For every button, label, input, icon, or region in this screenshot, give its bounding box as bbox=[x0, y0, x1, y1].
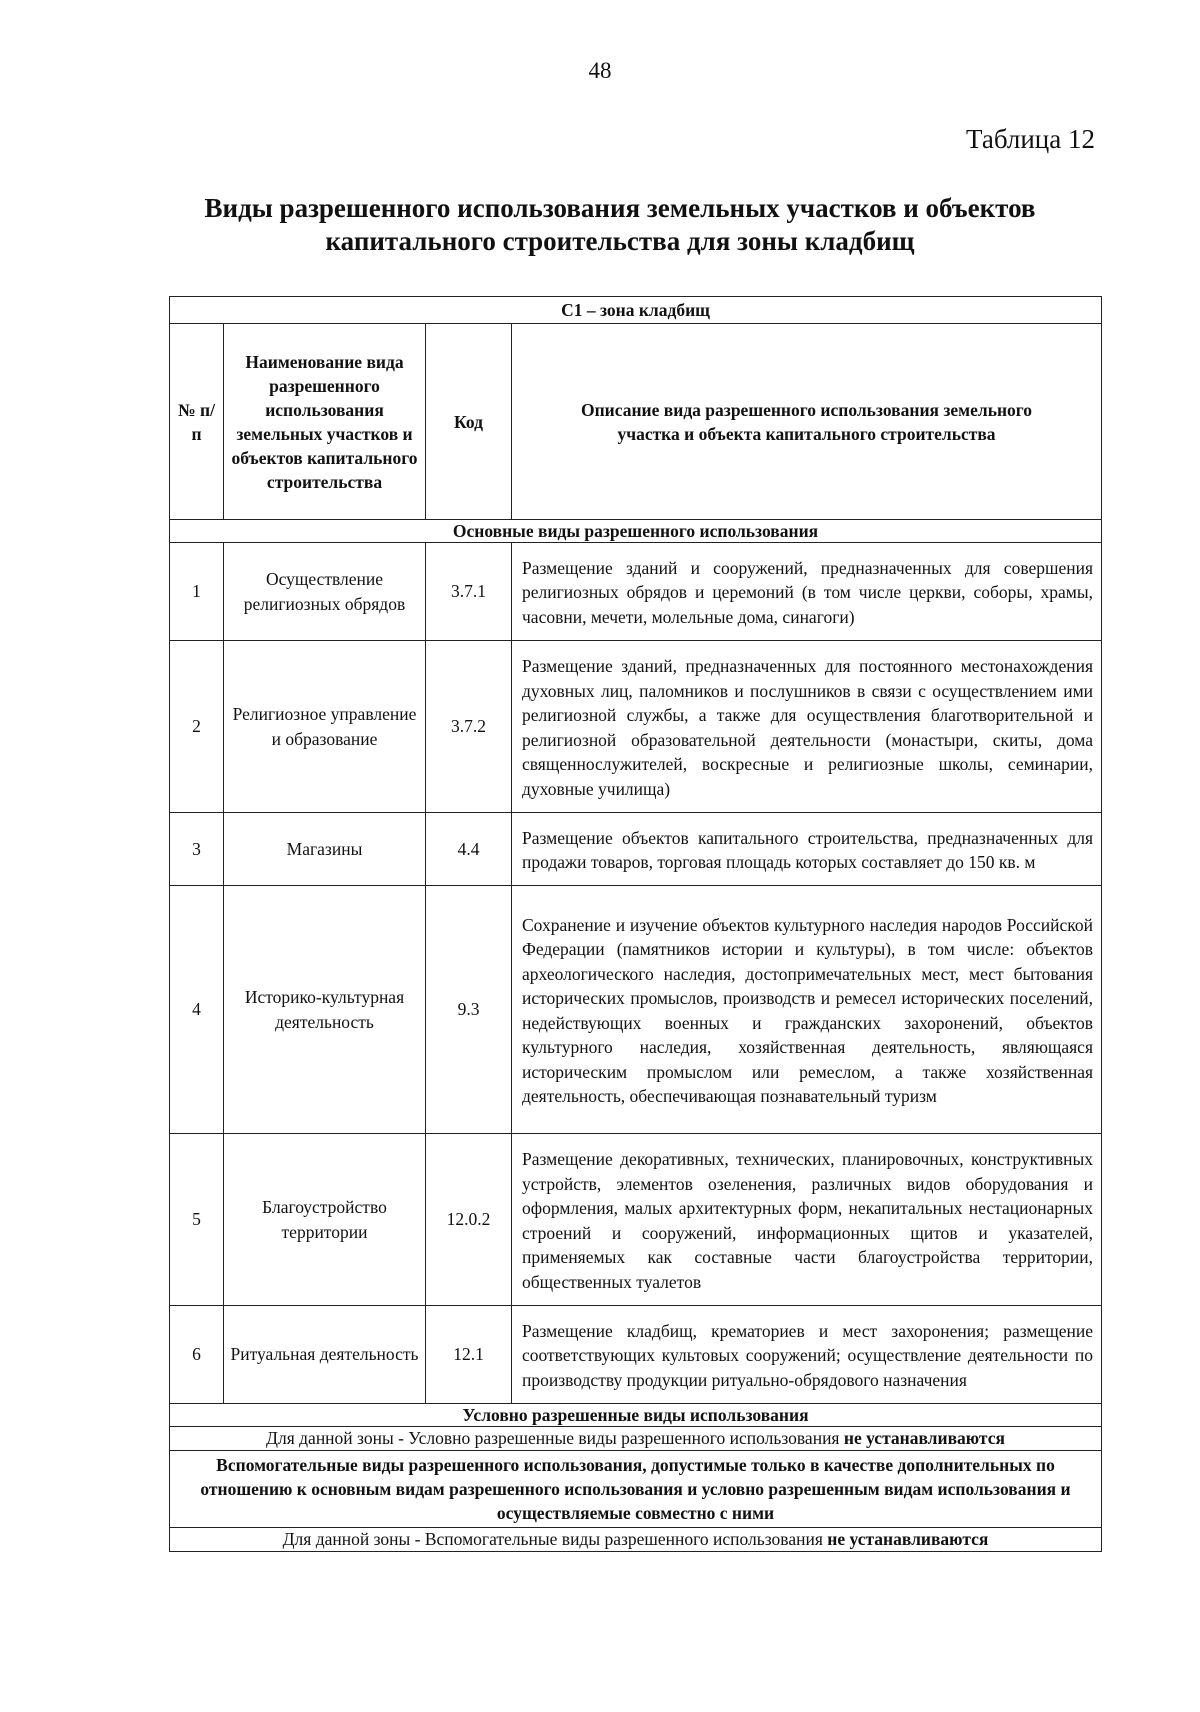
main-uses-section: Основные виды разрешенного использования bbox=[170, 520, 1102, 543]
col-header-name: Наименование вида разрешенного использования земельных участков и объектов капитального строительства bbox=[224, 324, 426, 520]
row-name: Осуществление религиозных обрядов bbox=[224, 543, 426, 641]
land-use-table bbox=[169, 296, 1102, 1552]
col-header-num: № п/п bbox=[170, 324, 224, 520]
auxiliary-note-prefix: Для данной зоны - Вспомогательные виды разрешенного использования bbox=[282, 1529, 823, 1549]
row-desc: Размещение зданий, предназначенных для постоянного местонахождения духовных лиц, паломников и послушников в связи с осуществлением ими религиозной службы, а также для осуществления благотворительной и религиозной образовательной деятельности (монастыри, скиты, дома священнослужителей, воскресные и религиозные школы, семинарии, духовные училища) bbox=[512, 641, 1102, 813]
row-num: 4 bbox=[170, 886, 224, 1134]
row-desc: Сохранение и изучение объектов культурного наследия народов Российской Федерации (памятников истории и культуры), в том числе: объектов археологического наследия, достопримечательных мест, мест бытования исторических промыслов, производств и ремесел исторических поселений, недействующих военных и гражданских захоронений, объектов культурного наследия, хозяйственная деятельность, являющаяся историческим промыслом или ремеслом, а также хозяйственная деятельность, обеспечивающая познавательный туризм bbox=[512, 886, 1102, 1134]
table-row bbox=[170, 1306, 1102, 1404]
conditional-note-prefix: Для данной зоны - Условно разрешенные виды разрешенного использования bbox=[266, 1428, 840, 1448]
table-label: Таблица 12 bbox=[966, 124, 1095, 154]
page-number: 48 bbox=[588, 58, 612, 83]
row-name: Благоустройство территории bbox=[224, 1134, 426, 1306]
table-row bbox=[170, 886, 1102, 1134]
row-name: Религиозное управление и образование bbox=[224, 641, 426, 813]
col-header-code: Код bbox=[426, 324, 512, 520]
row-desc: Размещение кладбищ, крематориев и мест захоронения; размещение соответствующих культовых сооружений; осуществление деятельности по производству продукции ритуально-обрядового назначения bbox=[512, 1306, 1102, 1404]
row-desc: Размещение зданий и сооружений, предназначенных для совершения религиозных обрядов и церемоний (в том числе церкви, соборы, храмы, часовни, мечети, молельные дома, синагоги) bbox=[512, 543, 1102, 641]
row-num: 2 bbox=[170, 641, 224, 813]
row-code: 12.0.2 bbox=[426, 1134, 512, 1306]
row-code: 9.3 bbox=[426, 886, 512, 1134]
column-header-row bbox=[170, 324, 1102, 520]
row-code: 3.7.1 bbox=[426, 543, 512, 641]
row-num: 6 bbox=[170, 1306, 224, 1404]
row-name: Историко-культурная деятельность bbox=[224, 886, 426, 1134]
table-row bbox=[170, 1134, 1102, 1306]
row-code: 4.4 bbox=[426, 813, 512, 886]
title-line-1: Виды разрешенного использования земельных участков и объектов bbox=[204, 193, 1036, 223]
row-desc: Размещение объектов капитального строительства, предназначенных для продажи товаров, торговая площадь которых составляет до 150 кв. м bbox=[512, 813, 1102, 886]
conditional-uses-note bbox=[170, 1427, 1102, 1451]
row-num: 5 bbox=[170, 1134, 224, 1306]
auxiliary-uses-note bbox=[170, 1528, 1102, 1552]
title-line-2: капитального строительства для зоны кладбищ bbox=[325, 226, 915, 256]
row-name: Ритуальная деятельность bbox=[224, 1306, 426, 1404]
table-row bbox=[170, 641, 1102, 813]
auxiliary-uses-section: Вспомогательные виды разрешенного использования, допустимые только в качестве дополнительных по отношению к основным видам разрешенного использования и условно разрешенным видам использования и осуществляемые совместно с ними bbox=[170, 1451, 1102, 1528]
row-desc: Размещение декоративных, технических, планировочных, конструктивных устройств, элементов озеленения, различных видов оборудования и оформления, малых архитектурных форм, некапитальных нестационарных строений и сооружений, информационных щитов и указателей, применяемых как составные части благоустройства территории, общественных туалетов bbox=[512, 1134, 1102, 1306]
row-num: 1 bbox=[170, 543, 224, 641]
conditional-uses-section: Условно разрешенные виды использования bbox=[170, 1404, 1102, 1427]
col-header-desc: Описание вида разрешенного использования земельного участка и объекта капитального строительства bbox=[512, 324, 1102, 520]
table-row bbox=[170, 543, 1102, 641]
row-code: 12.1 bbox=[426, 1306, 512, 1404]
zone-header: С1 – зона кладбищ bbox=[170, 297, 1102, 324]
table-row bbox=[170, 813, 1102, 886]
row-code: 3.7.2 bbox=[426, 641, 512, 813]
row-num: 3 bbox=[170, 813, 224, 886]
document-title bbox=[140, 192, 1100, 258]
row-name: Магазины bbox=[224, 813, 426, 886]
conditional-note-suffix: не устанавливаются bbox=[843, 1428, 1005, 1448]
auxiliary-note-suffix: не устанавливаются bbox=[827, 1529, 989, 1549]
